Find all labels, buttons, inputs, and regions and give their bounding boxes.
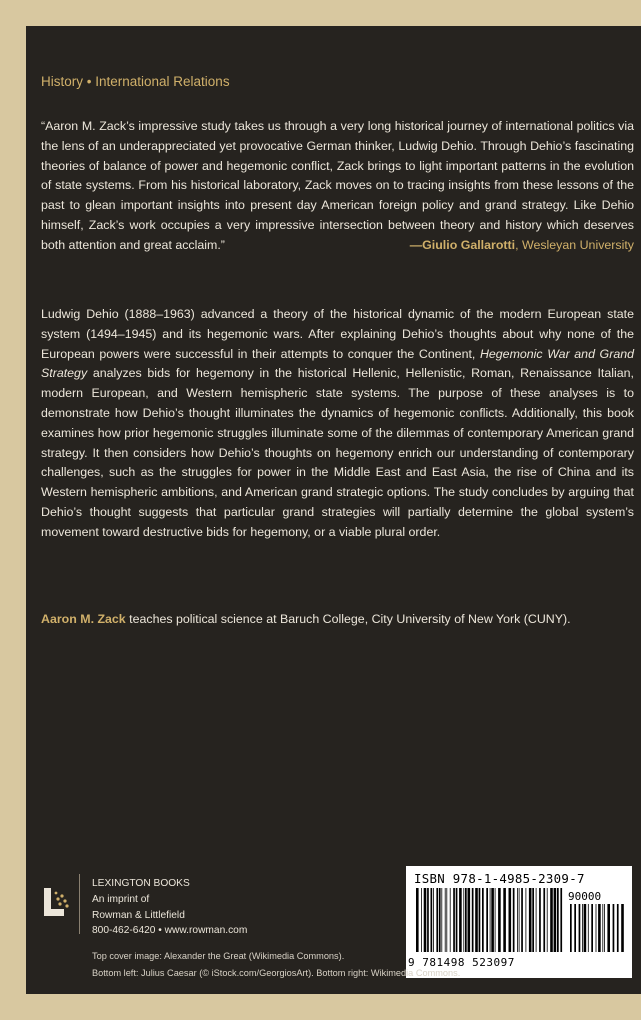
isbn-label: ISBN 978-1-4985-2309-7 [414,871,585,886]
publisher-block [92,876,247,939]
book-description [41,305,634,543]
barcode-price-code: 90000 [568,890,602,903]
credit-line-1: Top cover image: Alexander the Great (Wikimedia Commons). [92,951,345,961]
credit-line-2: Bottom left: Julius Caesar (© iStock.com/GeorgiosArt). Bottom right: Wikimedia Commons. [92,968,461,978]
attribution-affiliation: , Wesleyan University [515,237,634,252]
barcode-digits: 9 781498 523097 [408,956,515,969]
attribution-name: —Giulio Gallarotti [409,237,516,252]
author-bio [41,610,634,630]
author-bio-text: teaches political science at Baruch College, City University of New York (CUNY). [125,612,571,626]
back-cover-panel [26,26,641,994]
barcode-addon-bars [570,904,624,952]
endorsement-quote [41,117,634,256]
category-label: History • International Relations [41,74,230,89]
publisher-parent: Rowman & Littlefield [92,909,185,921]
author-name: Aaron M. Zack [41,612,126,626]
description-part-2: analyzes bids for hegemony in the historical Hellenic, Hellenistic, Roman, Renaissance Italian, modern European, and Western hemispheric state systems. The purpose of these analyses is to demonstrate how Dehio’s thought illuminates the dynamics of hegemonic conflicts. Additionally, this book examines how prior hegemonic struggles illuminate some of the dilemmas of contemporary American grand strategy. It then considers how Dehio’s thoughts on hegemony enrich our understanding of contemporary challenges, such as the struggles for power in the Middle East and East Asia, the rise of China and its Western hemispheric ambitions, and American grand strategic options. The study concludes by arguing that Dehio’s thought suggests that particular grand strategies will partially determine the global system’s movement toward destructive bids for hegemony, or a viable plural order. [41,366,634,539]
publisher-name: LEXINGTON BOOKS [92,878,190,889]
publisher-contact: 800-462-6420 • www.rowman.com [92,925,248,937]
publisher-divider [79,874,80,934]
quote-text: “Aaron M. Zack’s impressive study takes us through a very long historical journey of international politics via the lens of an underappreciated yet provocative German thinker, Ludwig Dehio. Through Dehio’s fascinating theories of balance of power and hegemonic conflict, Zack brings to light important patterns in the evolution of state systems. From his historical laboratory, Zack moves on to tracing insights from these lessons of the past to glean important insights into present day American foreign policy and grand strategy. Like Dehio himself, Zack’s work occupies a very impressive intersection between theory and history which deserves both attention and great acclaim.” [41,119,634,252]
lexington-books-logo-icon [44,882,70,918]
image-credits [92,948,460,982]
quote-attribution [410,236,634,256]
description-part-1: Ludwig Dehio (1888–1963) advanced a theory of the historical dynamic of the modern European state system (1494–1945) and its hegemonic wars. After explaining Dehio’s thoughts about why none of the European powers were successful in their attempts to conquer the Continent, [41,307,634,361]
publisher-imprint-line: An imprint of [92,893,150,905]
book-title-italic: Hegemonic War and Grand Strategy [41,346,634,381]
barcode-bars [416,888,564,952]
